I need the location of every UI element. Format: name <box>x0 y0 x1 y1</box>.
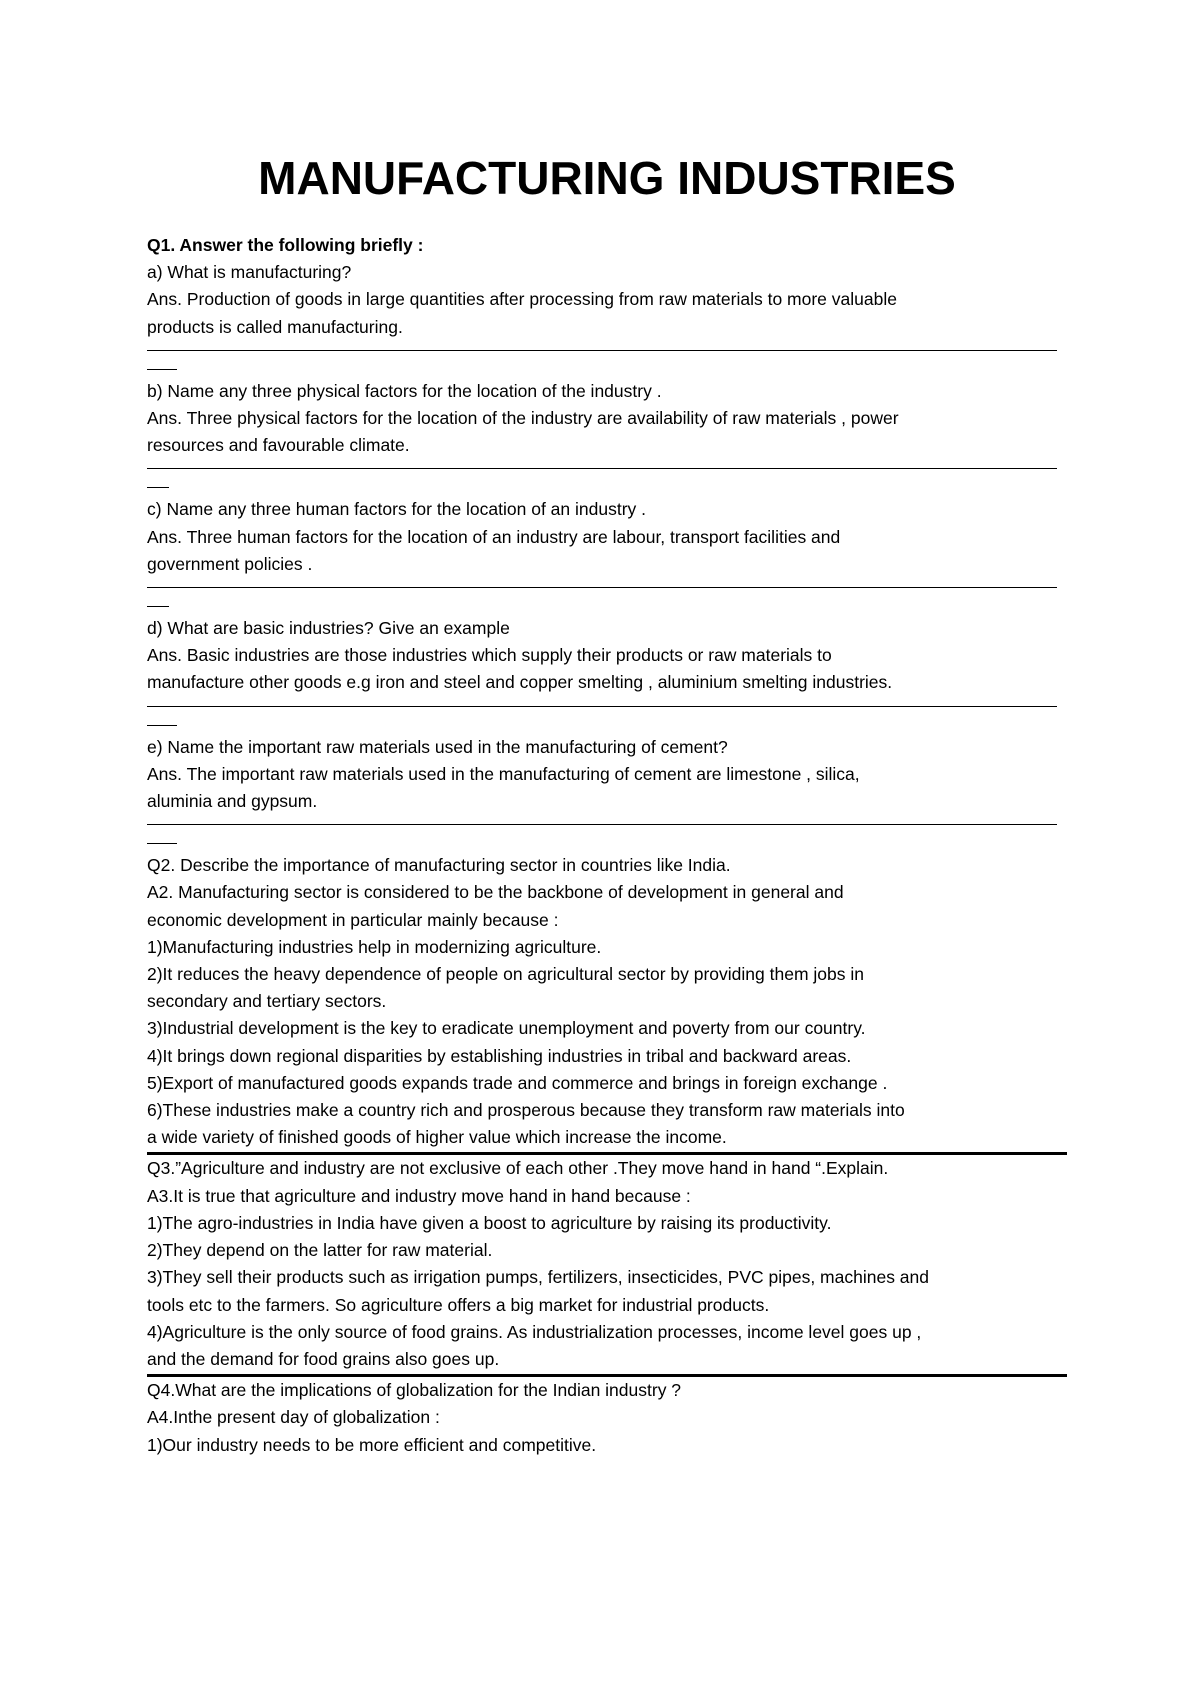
question-text: d) What are basic industries? Give an example <box>147 618 510 639</box>
q4-answer-line: 1)Our industry needs to be more efficient and competitive. <box>147 1434 597 1455</box>
q2-answer-line: A2. Manufacturing sector is considered to be the backbone of development in general and <box>147 882 844 903</box>
answer-text: products is called manufacturing. <box>147 316 403 337</box>
answer-text: Ans. Three human factors for the location of an industry are labour, transport facilities and <box>147 526 841 547</box>
q2-answer-line: a wide variety of finished goods of higher value which increase the income. <box>147 1127 727 1148</box>
q3-answer-line: 3)They sell their products such as irrigation pumps, fertilizers, insecticides, PVC pipes, machines and <box>147 1267 930 1288</box>
q1-item-c <box>147 496 1067 615</box>
separator-stub <box>147 825 1067 852</box>
answer-text: Ans. Production of goods in large quantities after processing from raw materials to more valuable <box>147 289 897 310</box>
q2-answer-line: economic development in particular mainly because : <box>147 909 559 930</box>
q2-answer-line: 5)Export of manufactured goods expands trade and commerce and brings in foreign exchange . <box>147 1072 888 1093</box>
document-page <box>147 150 1067 1459</box>
q2-answer-line: 2)It reduces the heavy dependence of people on agricultural sector by providing them jobs in <box>147 964 864 985</box>
q3-answer-line: 1)The agro-industries in India have given a boost to agriculture by raising its productivity. <box>147 1212 832 1233</box>
q3-section <box>147 1155 1067 1373</box>
answer-text: Ans. Three physical factors for the location of the industry are availability of raw materials , power <box>147 408 899 429</box>
q4-section <box>147 1377 1067 1459</box>
q2-question: Q2. Describe the importance of manufacturing sector in countries like India. <box>147 855 731 876</box>
separator-stub <box>147 351 1067 378</box>
q3-answer-line: 4)Agriculture is the only source of food grains. As industrialization processes, income level goes up , <box>147 1321 922 1342</box>
answer-text: Ans. Basic industries are those industries which supply their products or raw materials to <box>147 645 832 666</box>
q4-question: Q4.What are the implications of globalization for the Indian industry ? <box>147 1380 682 1401</box>
q3-answer-line: A3.It is true that agriculture and industry move hand in hand because : <box>147 1185 691 1206</box>
separator-stub <box>147 707 1067 734</box>
q3-question: Q3.”Agriculture and industry are not exclusive of each other .They move hand in hand “.Explain. <box>147 1158 889 1179</box>
q2-answer-line: 1)Manufacturing industries help in modernizing agriculture. <box>147 936 602 957</box>
answer-text: government policies . <box>147 553 313 574</box>
q2-answer-line: 3)Industrial development is the key to eradicate unemployment and poverty from our country. <box>147 1018 866 1039</box>
question-text: b) Name any three physical factors for the location of the industry . <box>147 380 662 401</box>
q1-heading: Q1. Answer the following briefly : <box>147 235 424 255</box>
answer-text: resources and favourable climate. <box>147 435 410 456</box>
q1-item-a <box>147 259 1067 378</box>
question-text: e) Name the important raw materials used in the manufacturing of cement? <box>147 736 728 757</box>
q2-answer-line: 6)These industries make a country rich and prosperous because they transform raw materials into <box>147 1100 905 1121</box>
question-text: a) What is manufacturing? <box>147 262 352 283</box>
q3-answer-line: tools etc to the farmers. So agriculture offers a big market for industrial products. <box>147 1294 770 1315</box>
answer-text: manufacture other goods e.g iron and steel and copper smelting , aluminium smelting industries. <box>147 672 893 693</box>
q2-answer-line: 4)It brings down regional disparities by establishing industries in tribal and backward areas. <box>147 1045 852 1066</box>
separator-stub <box>147 469 1067 496</box>
answer-text: aluminia and gypsum. <box>147 791 318 812</box>
q1-item-d <box>147 615 1067 734</box>
q3-answer-line: and the demand for food grains also goes up. <box>147 1348 500 1369</box>
page-title: MANUFACTURING INDUSTRIES <box>258 152 956 204</box>
q4-answer-line: A4.Inthe present day of globalization : <box>147 1407 440 1428</box>
q3-answer-line: 2)They depend on the latter for raw material. <box>147 1240 493 1261</box>
q2-section <box>147 852 1067 1151</box>
q1-item-b <box>147 378 1067 497</box>
q1-item-e <box>147 734 1067 853</box>
q2-answer-line: secondary and tertiary sectors. <box>147 991 387 1012</box>
answer-text: Ans. The important raw materials used in the manufacturing of cement are limestone , silica, <box>147 763 860 784</box>
separator-stub <box>147 588 1067 615</box>
question-text: c) Name any three human factors for the location of an industry . <box>147 499 646 520</box>
